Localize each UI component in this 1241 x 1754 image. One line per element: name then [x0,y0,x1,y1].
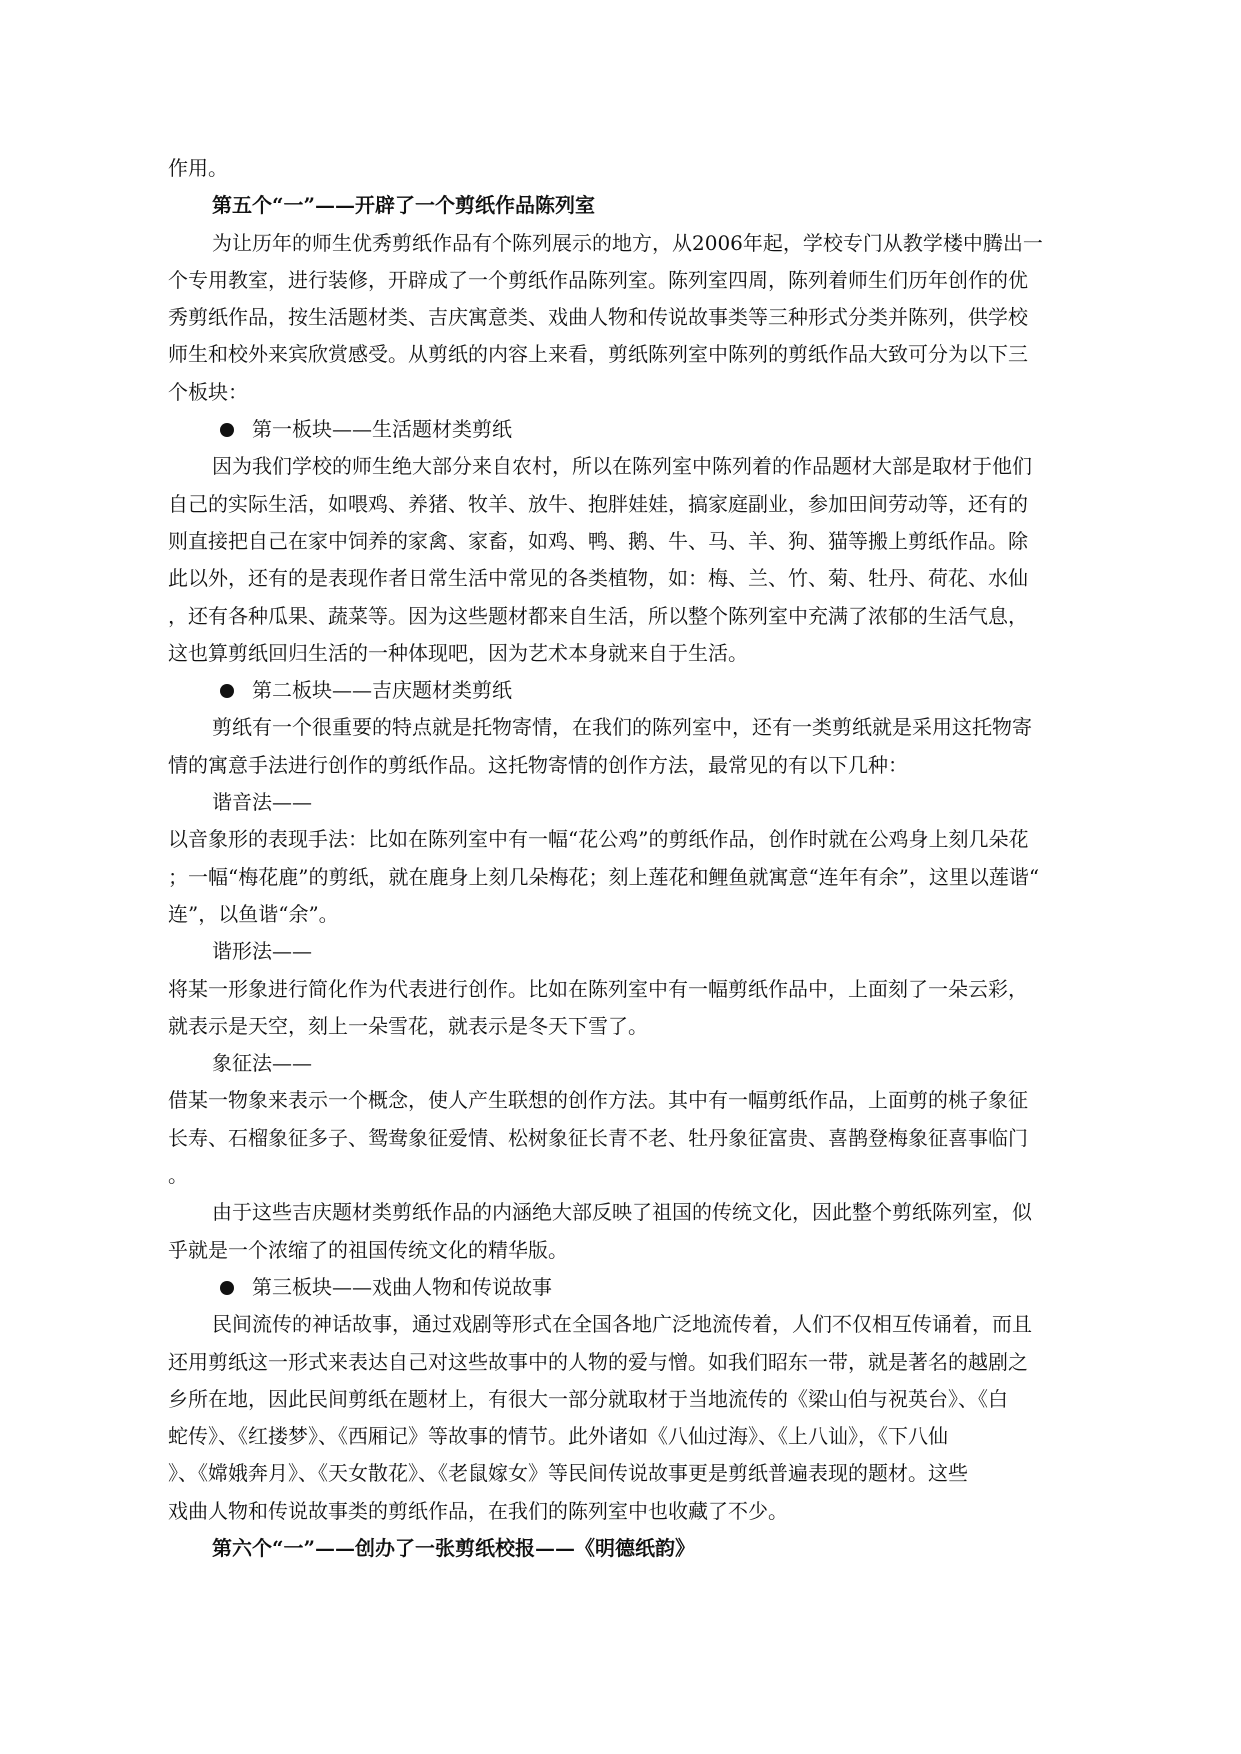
text-line [168,336,1103,373]
bullet-icon [220,1281,234,1295]
line-text: 第二板块——吉庆题材类剪纸 [252,678,512,703]
line-text: 还用剪纸这一形式来表达自己对这些故事中的人物的爱与憎。如我们昭东一带，就是著名的越剧之 [168,1349,1028,1374]
text-line [168,1455,1103,1492]
bullet-heading [168,411,1103,448]
line-text: 象征法—— [212,1051,312,1076]
text-line [168,598,1103,635]
line-text: 这也算剪纸回归生活的一种体现吧，因为艺术本身就来自于生活。 [168,640,748,665]
line-text: 》、《嫦娥奔月》、《天女散花》、《老鼠嫁女》等民间传说故事更是剪纸普遍表现的题材。这些 [168,1461,968,1486]
text-line [168,821,1103,858]
text-line [168,747,1103,784]
line-text: ；一幅“梅花鹿”的剪纸，就在鹿身上刻几朵梅花；刻上莲花和鲤鱼就寓意“连年有余”，这里以莲谐“ [168,864,1040,889]
line-text: 乎就是一个浓缩了的祖国传统文化的精华版。 [168,1237,568,1262]
section-heading [168,187,1103,224]
line-text: 师生和校外来宾欣赏感受。从剪纸的内容上来看，剪纸陈列室中陈列的剪纸作品大致可分为以下三 [168,342,1028,367]
line-text: 第六个“一”——创办了一张剪纸校报——《明德纸韵》 [212,1535,696,1560]
text-line [168,1082,1103,1119]
line-text: 。 [168,1163,188,1188]
text-line [168,1344,1103,1381]
bullet-heading [168,672,1103,709]
text-line [168,560,1103,597]
text-line [168,448,1103,485]
text-line [168,1381,1103,1418]
text-line [168,1194,1103,1231]
text-line [168,635,1103,672]
text-line [168,374,1103,411]
line-text: 第一板块——生活题材类剪纸 [252,417,512,442]
line-text: 秀剪纸作品，按生活题材类、吉庆寓意类、戏曲人物和传说故事类等三种形式分类并陈列，供学校 [168,305,1028,330]
line-text: 由于这些吉庆题材类剪纸作品的内涵绝大部反映了祖国的传统文化，因此整个剪纸陈列室，似 [212,1200,1032,1225]
line-text: 以音象形的表现手法：比如在陈列室中有一幅“花公鸡”的剪纸作品，创作时就在公鸡身上刻几朵花 [168,827,1029,852]
line-text: 长寿、石榴象征多子、鸳鸯象征爱情、松树象征长青不老、牡丹象征富贵、喜鹊登梅象征喜事临门 [168,1125,1028,1150]
text-line [168,709,1103,746]
line-text: 因为我们学校的师生绝大部分来自农村，所以在陈列室中陈列着的作品题材大部是取材于他们 [212,454,1032,479]
text-line [168,1008,1103,1045]
text-line [168,784,1103,821]
line-text: 连”，以鱼谐“余”。 [168,901,339,926]
text-line [168,299,1103,336]
bullet-icon [220,684,234,698]
line-text: 乡所在地，因此民间剪纸在题材上，有很大一部分就取材于当地流传的《梁山伯与祝英台》、《白 [168,1386,1008,1411]
line-text: 情的寓意手法进行创作的剪纸作品。这托物寄情的创作方法，最常见的有以下几种： [168,752,908,777]
text-line [168,859,1103,896]
bullet-icon [220,423,234,437]
text-line [168,1493,1103,1530]
text-line [168,150,1103,187]
line-text: 戏曲人物和传说故事类的剪纸作品，在我们的陈列室中也收藏了不少。 [168,1498,788,1523]
text-line [168,1306,1103,1343]
text-line [168,225,1103,262]
line-text: 蛇传》、《红搂梦》、《西厢记》等故事的情节。此外诸如《八仙过海》、《上八讪》，《下八仙 [168,1424,948,1449]
text-line [168,523,1103,560]
line-text: 自己的实际生活，如喂鸡、养猪、牧羊、放牛、抱胖娃娃，搞家庭副业，参加田间劳动等，还有的 [168,491,1028,516]
line-text: 个板块： [168,379,248,404]
line-text: 第五个“一”——开辟了一个剪纸作品陈列室 [212,193,596,218]
line-text: 谐形法—— [212,939,312,964]
line-text: 此以外，还有的是表现作者日常生活中常见的各类植物，如：梅、兰、竹、菊、牡丹、荷花、水仙 [168,566,1028,591]
line-text: 借某一物象来表示一个概念，使人产生联想的创作方法。其中有一幅剪纸作品，上面剪的桃子象征 [168,1088,1028,1113]
line-text: 作用。 [168,156,228,180]
text-line [168,896,1103,933]
line-text: 个专用教室，进行装修，开辟成了一个剪纸作品陈列室。陈列室四周，陈列着师生们历年创作的优 [168,267,1028,292]
bullet-heading [168,1269,1103,1306]
line-text: 民间流传的神话故事，通过戏剧等形式在全国各地广泛地流传着，人们不仅相互传诵着，而且 [212,1312,1032,1337]
line-text: 谐音法—— [212,790,312,815]
text-line [168,262,1103,299]
text-line [168,1157,1103,1194]
text-line [168,933,1103,970]
text-line [168,486,1103,523]
line-text: 剪纸有一个很重要的特点就是托物寄情，在我们的陈列室中，还有一类剪纸就是采用这托物寄 [212,715,1032,740]
document-page [168,150,1103,1567]
section-heading [168,1530,1103,1567]
text-line [168,1120,1103,1157]
text-line [168,1418,1103,1455]
text-line [168,1045,1103,1082]
line-text: 就表示是天空，刻上一朵雪花，就表示是冬天下雪了。 [168,1013,648,1038]
text-line [168,971,1103,1008]
line-text: 第三板块——戏曲人物和传说故事 [252,1274,552,1299]
line-text: 则直接把自己在家中饲养的家禽、家畜，如鸡、鸭、鹅、牛、马、羊、狗、猫等搬上剪纸作品。除 [168,528,1028,553]
line-text: 为让历年的师生优秀剪纸作品有个陈列展示的地方，从2006年起，学校专门从教学楼中腾出一 [212,230,1043,255]
line-text: ，还有各种瓜果、蔬菜等。因为这些题材都来自生活，所以整个陈列室中充满了浓郁的生活气息， [168,603,1028,628]
text-line [168,1232,1103,1269]
line-text: 将某一形象进行简化作为代表进行创作。比如在陈列室中有一幅剪纸作品中，上面刻了一朵云彩， [168,976,1028,1001]
